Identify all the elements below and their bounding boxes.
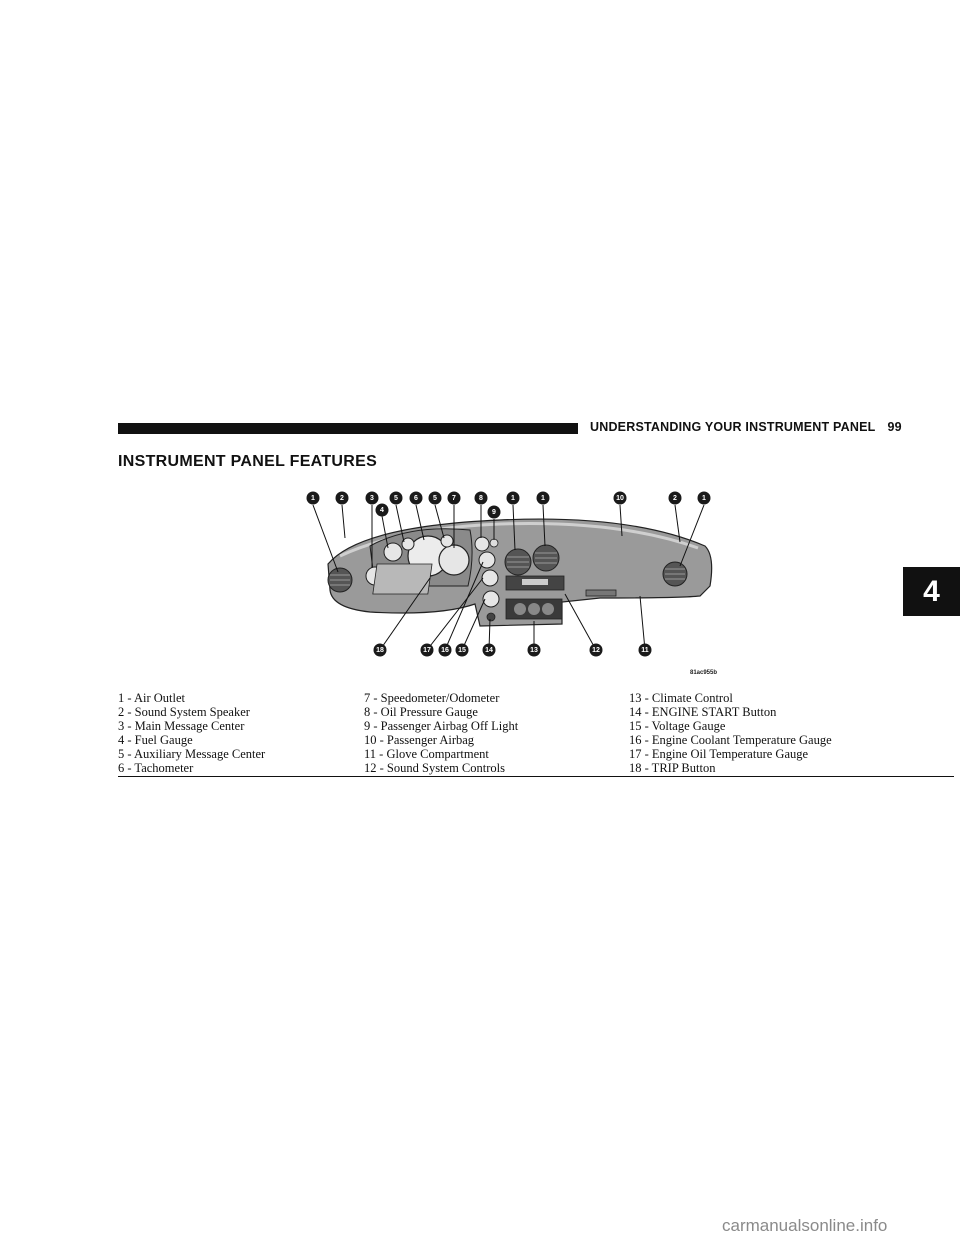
header-rule [118,423,578,434]
fuel-gauge [384,543,402,561]
legend-column-1 [118,691,364,775]
legend-column-2 [364,691,629,775]
bottom-callouts [374,644,652,657]
oil-temp-gauge [482,570,498,586]
top-callouts [307,492,711,519]
legend-item: 2 - Sound System Speaker [118,705,250,719]
callout-number: 12 [592,647,600,654]
airbag-off-light [490,539,498,547]
callout-number: 3 [370,495,374,502]
legend-item: 9 - Passenger Airbag Off Light [364,719,519,733]
legend-item: 13 - Climate Control [629,691,733,705]
section-title: INSTRUMENT PANEL FEATURES [118,453,378,470]
legend [118,691,954,777]
legend-item: 14 - ENGINE START Button [629,705,777,719]
voltage-gauge [483,591,499,607]
legend-item: 1 - Air Outlet [118,691,186,705]
dashboard-drawing [300,486,730,678]
callout-number: 5 [394,495,398,502]
callout-number: 10 [616,495,624,502]
chapter-tab: 4 [903,567,960,616]
legend-item: 11 - Glove Compartment [364,747,489,761]
callout-number: 7 [452,495,456,502]
callout-number: 11 [641,647,649,654]
speedometer-gauge [439,545,469,575]
callout-number: 2 [340,495,344,502]
glove-compartment-handle [586,590,616,596]
legend-item: 17 - Engine Oil Temperature Gauge [629,747,809,761]
running-header [590,420,902,434]
callout-number: 8 [479,495,483,502]
legend-item: 5 - Auxiliary Message Center [118,747,266,761]
legend-item: 6 - Tachometer [118,761,194,775]
legend-item: 15 - Voltage Gauge [629,719,726,733]
legend-item: 12 - Sound System Controls [364,761,505,775]
legend-item: 10 - Passenger Airbag [364,733,475,747]
legend-item: 3 - Main Message Center [118,719,245,733]
callout-number: 16 [441,647,449,654]
legend-item: 18 - TRIP Button [629,761,716,775]
legend-item: 4 - Fuel Gauge [118,733,193,747]
callout-number: 14 [485,647,493,654]
callout-number: 1 [541,495,545,502]
callout-number: 1 [511,495,515,502]
callout-number: 15 [458,647,466,654]
trip-panel [373,564,432,594]
header-section-title: UNDERSTANDING YOUR INSTRUMENT PANEL [590,420,876,434]
callout-number: 1 [702,495,706,502]
aux-gauge-right [441,535,453,547]
legend-item: 7 - Speedometer/Odometer [364,691,500,705]
engine-start-button [487,613,495,621]
oil-pressure-gauge [475,537,489,551]
callout-number: 6 [414,495,418,502]
legend-item: 8 - Oil Pressure Gauge [364,705,478,719]
callout-number: 5 [433,495,437,502]
figure-code: 81ac955b [690,670,718,676]
callout-number: 18 [376,647,384,654]
callout-number: 1 [311,495,315,502]
callout-number: 9 [492,509,496,516]
callout-number: 13 [530,647,538,654]
callout-number: 2 [673,495,677,502]
callout-number: 17 [423,647,431,654]
page-number: 99 [887,420,902,434]
instrument-panel-illustration [300,486,730,678]
legend-item: 16 - Engine Coolant Temperature Gauge [629,733,832,747]
callout-number: 4 [380,507,384,514]
legend-column-3 [629,691,954,775]
watermark: carmanualsonline.info [722,1216,888,1235]
radio-display [522,579,548,585]
